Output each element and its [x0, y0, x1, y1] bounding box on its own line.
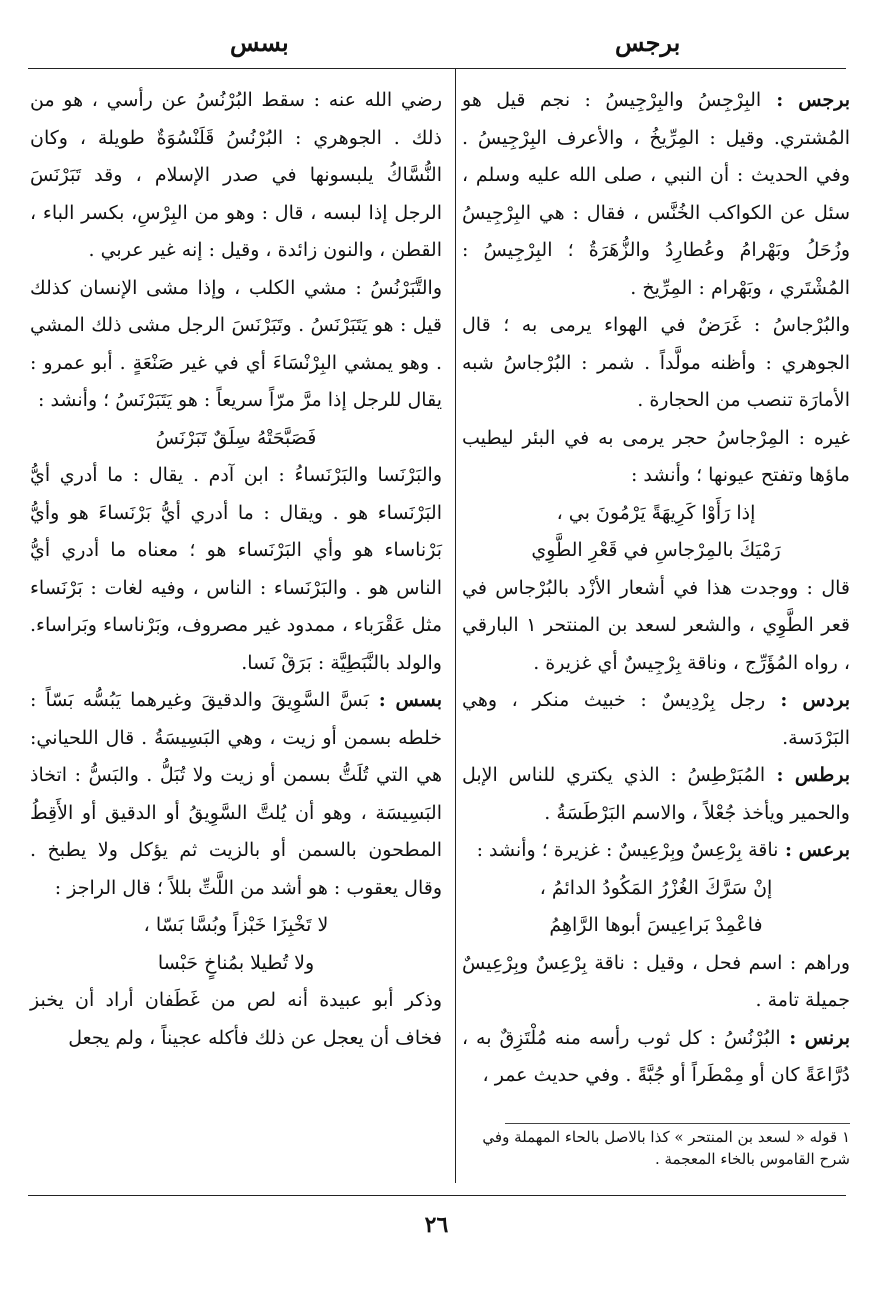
- entry-text: المُبَرْطِسُ : الذي يكتري للناس الإبل والحمير ويأخذ جُعْلاً ، والاسم البَرْطَسَةُ .: [462, 764, 850, 824]
- page-header-left: بسس: [230, 28, 289, 57]
- entry-paragraph: [462, 757, 850, 832]
- right-column: [462, 82, 850, 1095]
- entry-paragraph: [30, 82, 442, 270]
- verse-line: إنْ سَرَّكَ الغُزْرُ المَكُودُ الدائمُ ،: [539, 876, 773, 899]
- entry-paragraph: [462, 1020, 850, 1095]
- column-divider: [455, 68, 456, 1183]
- entry-text: وراهم : اسم فحل ، وقيل : ناقة بِرْعِسٌ وبِرْعِيسٌ جميلة تامة .: [462, 951, 850, 1011]
- entry-paragraph: [30, 457, 442, 682]
- entry-text: البُرْنُسُ : كل ثوب رأسه منه مُلْتَزِقٌ به ، دُرَّاعَةً كان أو مِمْطَراً أو جُبَّةً . وفي حديث عمر ،: [462, 1026, 850, 1086]
- verse-line: رَمْيَكَ بالمِرْجاسِ في قَعْرِ الطَّوِي: [531, 539, 781, 561]
- top-rule: [28, 68, 846, 69]
- page-number: ٢٦: [424, 1212, 449, 1238]
- entry-text: قال : ووجدت هذا في أشعار الأزْد بالبُرْجاس في قعر الطَّوِي ، والشعر لسعد بن المنتحر ١ البارقي ، رواه المُؤَرِّج ، وناقة بِرْجِيسٌ أي غزيرة .: [462, 576, 850, 674]
- footnote-rule: [505, 1123, 850, 1124]
- entry-paragraph: [462, 307, 850, 420]
- entry-text: والتَّبَرْنُسُ : مشي الكلب ، وإذا مشى الإنسان كذلك قيل : هو يَتَبَرْنَسُ . وتَبَرْنَسَ الرجل مشى ذلك المشي . وهو يمشي البِرْنْسَاءَ أي في غير صَنْعَةٍ . أبو عمرو : يقال للرجل إذا مرَّ مرّاً سريعاً : هو يَتَبَرْنَسُ ؛ وأنشد :: [30, 276, 442, 411]
- entry-text: ناقة بِرْعِسٌ وبِرْعِيسٌ : غزيرة ؛ وأنشد :: [476, 839, 779, 861]
- verse-line: ولا تُطيلا بمُناخٍ حَبْسا: [157, 951, 315, 974]
- entry-headword: بردس :: [765, 689, 850, 711]
- verse-line: فَصَبَّحَتْهُ سِلَقٌ تَبَرْنَسُ: [155, 426, 317, 449]
- entry-paragraph: [462, 832, 850, 870]
- entry-text: والبُرْجاسُ : غَرَضٌ في الهواء يرمى به ؛ قال الجوهري : وأظنه مولَّداً . شمر : البُرْجاسُ شبه الأمارَة تنصب من الحجارة .: [462, 314, 850, 411]
- bottom-rule: [28, 1195, 846, 1196]
- entry-paragraph: [30, 982, 442, 1057]
- entry-headword: برطس :: [765, 764, 850, 786]
- footnote: ١ قوله « لسعد بن المنتحر » كذا بالاصل بالحاء المهملة وفي شرح القاموس بالخاء المعجمة .: [482, 1128, 850, 1168]
- left-column: [30, 82, 442, 1057]
- entry-paragraph: [462, 82, 850, 307]
- entry-paragraph: [462, 420, 850, 495]
- entry-paragraph: [462, 682, 850, 757]
- entry-headword: بسس :: [369, 689, 442, 711]
- entry-headword: برعس :: [778, 839, 850, 861]
- verse-line: لا تَخْبِزَا خَبْزاً وبُسَّا بَسّا ،: [143, 914, 329, 936]
- page-header-right: برجس: [615, 28, 681, 57]
- entry-text: وذكر أبو عبيدة أنه لص من غَطَفان أراد أن يخبز فخاف أن يعجل عن ذلك فأكله عجيناً ، ولم يجعل: [30, 989, 442, 1049]
- entry-text: والبَرْنَسا والبَرْنَساءُ : ابن آدم . يقال : ما أدري أيُّ البَرْنَساء هو . ويقال : ما أدري أيُّ بَرْنَساءَ هو وأيُّ بَرْناساء هو وأي البَرْنَساء هو ؛ معناه ما أدري أيُّ الناس هو . والبَرْنَساء : الناس ، وفيه لغات : بَرْنَساء مثل عَقْرَباء ، ممدود غير مصروف، وبَرْناساء وبَراساء. والولد بالنَّبَطِيَّة : بَرَقْ نَسا.: [30, 464, 442, 674]
- entry-paragraph: [30, 682, 442, 907]
- entry-headword: برنس :: [780, 1026, 850, 1049]
- entry-text: البِرْجِسُ والبِرْجِيسُ : نجم قيل هو المُشتري. وقيل : المِرِّيخُ ، والأعرف البِرْجِيسُ . وفي الحديث : أن النبي ، صلى الله عليه وسلم ، سئل عن الكواكب الخُنَّس ، فقال : هي البِرْجِيسُ وزُحَلُ وبَهْرامُ وعُطارِدُ والزُّهَرَةُ ؛ البِرْجِيسُ : المُشْتَري ، وبَهْرام : المِرِّيخ .: [462, 89, 850, 299]
- entry-text: رضي الله عنه : سقط البُرْنُسُ عن رأسي ، هو من ذلك . الجوهري : البُرْنُسُ قَلَنْسُوَةٌ طويلة ، وكان النُّسَّاكُ يلبسونها في صدر الإسلام ، وقد تَبَرْنَسَ الرجل إذا لبسه ، قال : وهو من البِرْسِ، بكسر الباء ، القطن ، والنون زائدة ، وقيل : إنه غير عربي .: [30, 89, 442, 261]
- verse-line: فاعْمِدْ بَراعِيسَ أبوها الرَّاهِمُ: [549, 914, 763, 936]
- entry-paragraph: [30, 270, 442, 420]
- verse-line: إذا رَأَوْا كَرِيهَةً يَرْمُونَ بي ،: [556, 501, 756, 524]
- entry-headword: برجس :: [761, 89, 850, 111]
- entry-paragraph: [462, 570, 850, 683]
- entry-text: رجل بِرْدِيسٌ : خبيث منكر ، وهي البَرْدَسة.: [462, 689, 850, 749]
- entry-paragraph: [462, 945, 850, 1020]
- entry-text: غيره : المِرْجاسُ حجر يرمى به في البئر ليطيب ماؤها وتفتح عيونها ؛ وأنشد :: [462, 426, 850, 486]
- entry-text: بَسَّ السَّوِيقَ والدقيقَ وغيرهما يَبُسُّه بَسّاً : خلطه بسمن أو زيت ، وهي البَسِيسَةُ . قال اللحياني: هي التي تُلَتُّ بسمن أو زيت ولا تُبَلُّ . والبَسُّ : اتخاذ البَسِيسَة ، وهو أن يُلتَّ السَّوِيقُ أو الدقيق أو الأَقِطُ المطحون بالسمن أو بالزيت ثم يؤكل ولا يطبخ . وقال يعقوب : هو أشد من اللَّتِّ بللاً ؛ قال الراجز :: [30, 689, 442, 899]
